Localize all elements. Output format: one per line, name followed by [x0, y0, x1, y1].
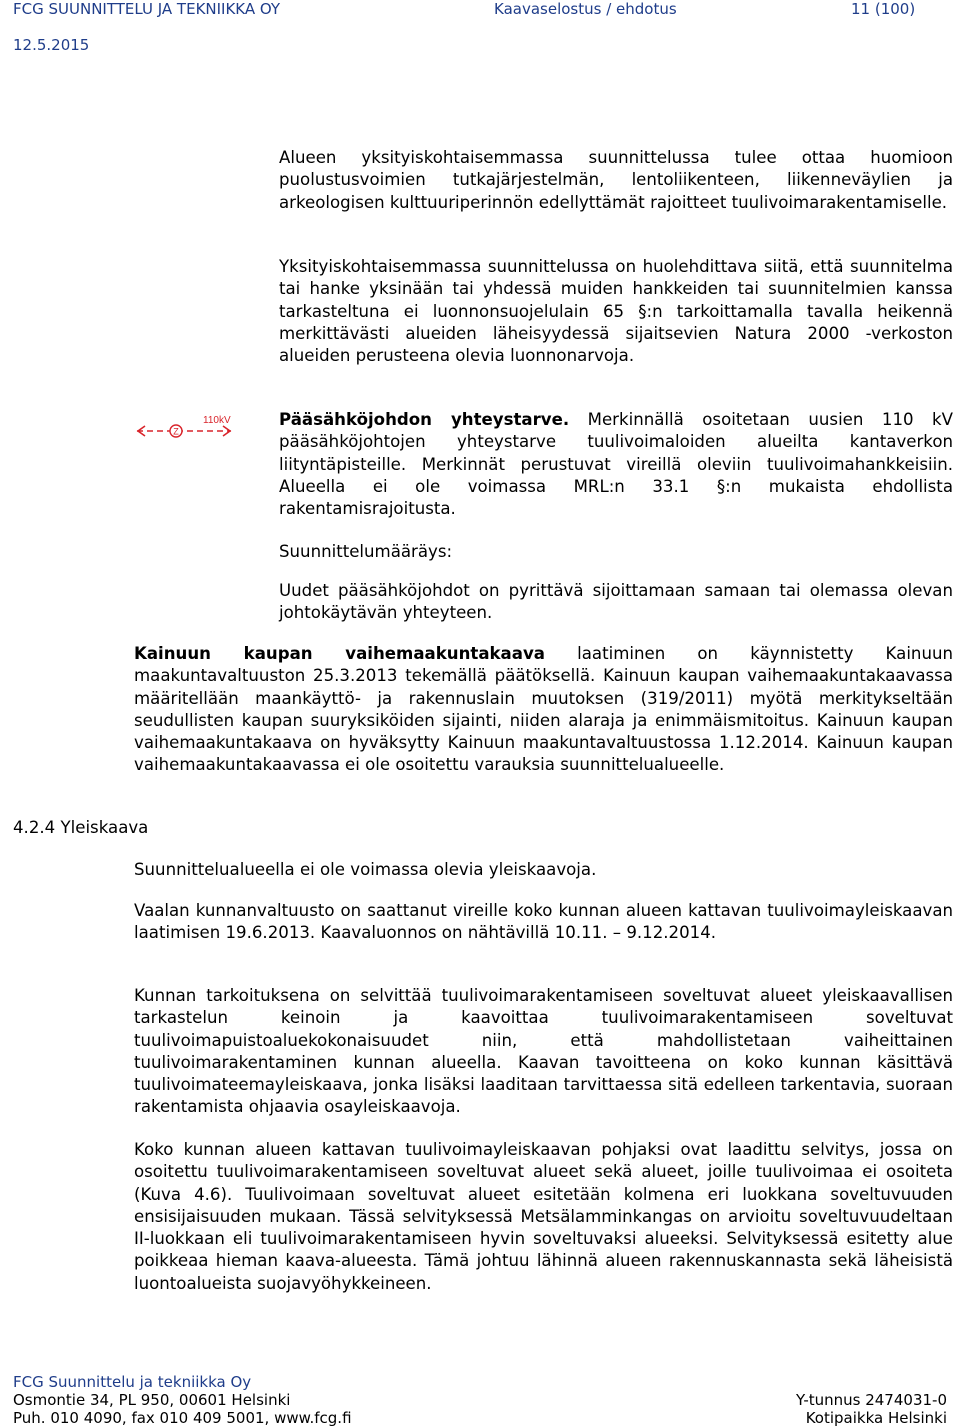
symbol-voltage-label: 110kV — [203, 415, 231, 426]
symbol-letter: Z — [173, 426, 179, 437]
paragraph-planning-regulation: Uudet pääsähköjohdot on pyrittävä sijoittamaan samaan tai olemassa olevan johtokäytävän yhteyteen. — [279, 581, 953, 623]
footer-address: Osmontie 34, PL 950, 00601 Helsinki — [13, 1391, 291, 1409]
regional-plan-title: Kainuun kaupan vaihemaakuntakaava — [134, 644, 545, 663]
power-line-symbol — [135, 413, 235, 449]
arrow-right-icon — [223, 426, 230, 436]
section-heading: 4.2.4 Yleiskaava — [13, 818, 149, 837]
footer-domicile: Kotipaikka Helsinki — [805, 1409, 947, 1427]
header-document-type: Kaavaselostus / ehdotus — [494, 0, 677, 18]
footer-company: FCG Suunnittelu ja tekniikka Oy — [13, 1373, 252, 1391]
footer-business-id: Y-tunnus 2474031-0 — [795, 1391, 947, 1409]
paragraph-no-master-plans: Suunnittelualueella ei ole voimassa olevia yleiskaavoja. — [134, 860, 597, 879]
paragraph-municipality-intent: Kunnan tarkoituksena on selvittää tuulivoimarakentamiseen soveltuvat alueet yleiskaavallisen tarkastelun keinoin ja kaavoittaa tuulivoimarakentamiseen soveltuvat tuulivoimapuistoaluekokonaisuudet niin, että mahdollistetaan vaiheittainen tuulivoimarakentaminen kunnan alueella. Kaavan tavoitteena on koko kunnan käsittävä tuulivoimateemayleiskaava, jonka lisäksi laaditaan tarvittaessa sitä edelleen tarkentavia, suoraan rakentamista ohjaavia osayleiskaavoja. — [134, 986, 953, 1117]
power-line-title: Pääsähköjohdon yhteystarve. — [279, 410, 570, 429]
paragraph-restrictions: Alueen yksityiskohtaisemmassa suunnittelussa tulee ottaa huomioon puolustusvoimien tutkajärjestelmän, lentoliikenteen, liikenneväylien ja arkeologisen kulttuuriperinnön edellyttämät rajoitteet tuulivoimarakentamiselle. — [279, 148, 953, 212]
paragraph-planning-regulation-label: Suunnittelumääräys: — [279, 542, 453, 561]
regional-plan-text: laatiminen on käynnistetty Kainuun maakuntavaltuuston 25.3.2013 tekemällä päätöksellä. Kainuun kaupan vaihemaakuntakaavassa määritellään maankäyttö- ja rakennuslain muutoksen (319/2011) myötä merkitykseltään seudullisten kaupan suuryksiköiden sijainti, niiden alaraja ja enimmäismitoitus. Kainuun kaupan vaihemaakuntakaava on hyväksytty Kainuun maakuntavaltuustossa 1.12.2014. Kainuun kaupan vaihemaakuntakaavassa ei ole osoitettu varauksia suunnittelualueelle. — [134, 644, 953, 775]
paragraph-power-line — [279, 409, 953, 520]
power-line-text: Merkinnällä osoitetaan uusien 110 kV pääsähköjohtojen yhteystarve tuulivoimaloiden alueilta kantaverkon liityntäpisteille. Merkinnät perustuvat vireillä oleviin tuulivoimahankkeisiin. Alueella ei ole voimassa MRL:n 33.1 §:n mukaista ehdollista rakentamisrajoitusta. — [279, 410, 953, 519]
header-company: FCG SUUNNITTELU JA TEKNIIKKA OY — [13, 0, 281, 18]
power-line-symbol-graphic — [135, 413, 235, 445]
header-date: 12.5.2015 — [13, 36, 90, 54]
paragraph-vaala-council: Vaalan kunnanvaltuusto on saattanut vireille koko kunnan alueen kattavan tuulivoimayleiskaavan laatimisen 19.6.2013. Kaavaluonnos on nähtävillä 10.11. – 9.12.2014. — [134, 901, 953, 943]
paragraph-natura: Yksityiskohtaisemmassa suunnittelussa on huolehdittava siitä, että suunnitelma tai hanke yksinään tai yhdessä muiden hankkeiden tai suunnitelmien kanssa tarkasteltuna ei luonnonsuojelulain 65 §:n tarkoittamalla tavalla heikennä merkittävästi alueiden läheisyydessä sijaitsevien Natura 2000 -verkoston alueiden perusteena olevia luonnonarvoja. — [279, 257, 953, 366]
footer-contact: Puh. 010 4090, fax 010 409 5001, www.fcg.fi — [13, 1409, 352, 1427]
paragraph-survey: Koko kunnan alueen kattavan tuulivoimayleiskaavan pohjaksi ovat laadittu selvitys, jossa on osoitettu tuulivoimarakentamiseen soveltuvat alueet sekä alueet, joille tuulivoimaa ei osoiteta (Kuva 4.6). Tuulivoimaan soveltuvat alueet esitetään kolmena eri luokkana soveltuvuuden ensisijaisuuden mukaan. Tässä selvityksessä Metsälamminkangas on arvioitu soveltuvuudeltaan II-luokkaan eli tuulivoimarakentamiseen hyvin soveltuvaksi alueeksi. Selvityksessä esitetty alue poikkeaa hieman kaava-alueesta. Tämä johtuu lähinnä alueen rakennuskannasta sekä läheisistä luontoalueista suojavyöhykkeineen. — [134, 1140, 953, 1293]
paragraph-regional-plan — [134, 643, 953, 777]
header-page-number: 11 (100) — [851, 0, 916, 18]
